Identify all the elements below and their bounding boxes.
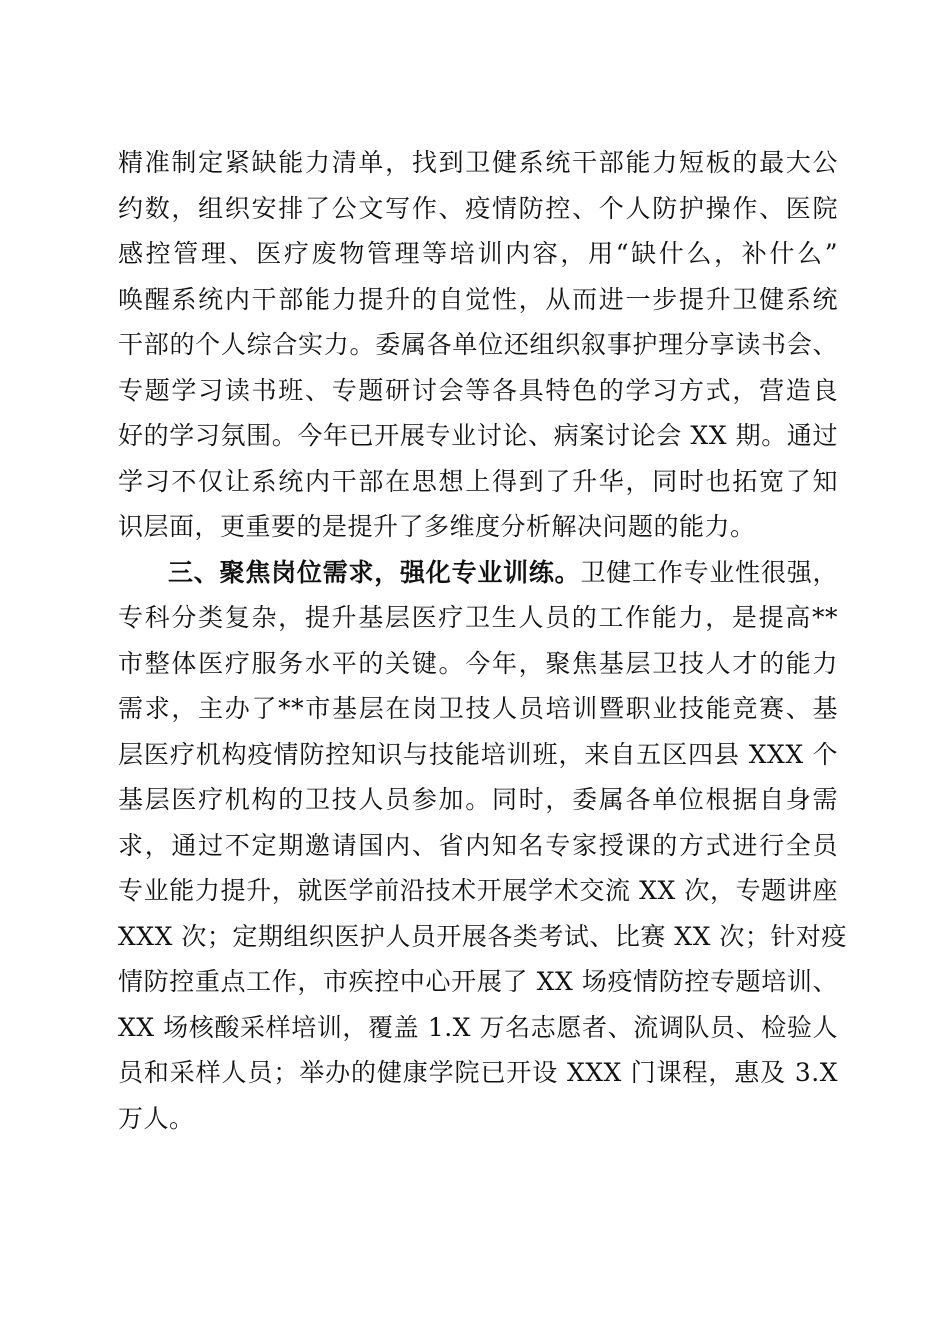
text-line: XXX 次；定期组织医护人员开展各类考试、比赛 XX 次；针对疫 [118,921,847,951]
text-line: 精准制定紧缺能力清单，找到卫健系统干部能力短板的最大公 [118,148,838,177]
text-line: 万人。 [118,1103,195,1133]
text-line: 识层面，更重要的是提升了多维度分析解决问题的能力。 [118,512,756,541]
document-body [118,140,847,1141]
text-line: 感控管理、医疗废物管理等培训内容，用“缺什么，补什么” [118,239,838,268]
text-line: 学习不仅让系统内干部在思想上得到了升华，同时也拓宽了知 [118,466,838,496]
text-line: 专业能力提升，就医学前沿技术开展学术交流 XX 次，专题讲座 [118,876,838,905]
text-line: 求，通过不定期邀请国内、省内知名专家授课的方式进行全员 [118,830,838,860]
text-line: 基层医疗机构的卫技人员参加。同时，委属各单位根据自身需 [118,785,838,814]
section-3-heading: 三、聚焦岗位需求，强化专业训练。 [168,557,581,587]
text-line: 层医疗机构疫情防控知识与技能培训班，来自五区四县 XXX 个 [118,739,838,769]
text-line: 情防控重点工作，市疾控中心开展了 XX 场疫情防控专题培训、 [118,967,838,996]
section-3-first-line-text: 卫健工作专业性很强， [580,557,838,587]
text-line: 约数，组织安排了公文写作、疫情防控、个人防护操作、医院 [118,193,838,223]
text-line: 专题学习读书班、专题研讨会等各具特色的学习方式，营造良 [118,375,838,405]
text-line: XX 场核酸采样培训，覆盖 1.X 万名志愿者、流调队员、检验人 [118,1012,838,1042]
paragraph-2 [118,550,847,1142]
text-line: 市整体医疗服务水平的关键。今年，聚焦基层卫技人才的能力 [118,648,838,678]
text-line: 干部的个人综合实力。委属各单位还组织叙事护理分享读书会、 [118,330,838,359]
paragraph-1 [118,140,838,550]
section-3-first-line [118,550,838,596]
text-line: 员和采样人员；举办的健康学院已开设 XXX 门课程，惠及 3.X [118,1058,838,1087]
text-line: 需求，主办了**市基层在岗卫技人员培训暨职业技能竞赛、基 [118,694,838,723]
text-line: 唤醒系统内干部能力提升的自觉性，从而进一步提升卫健系统 [118,284,838,314]
text-line: 专科分类复杂，提升基层医疗卫生人员的工作能力，是提高** [118,603,838,632]
text-line: 好的学习氛围。今年已开展专业讨论、病案讨论会 XX 期。通过 [118,421,838,450]
